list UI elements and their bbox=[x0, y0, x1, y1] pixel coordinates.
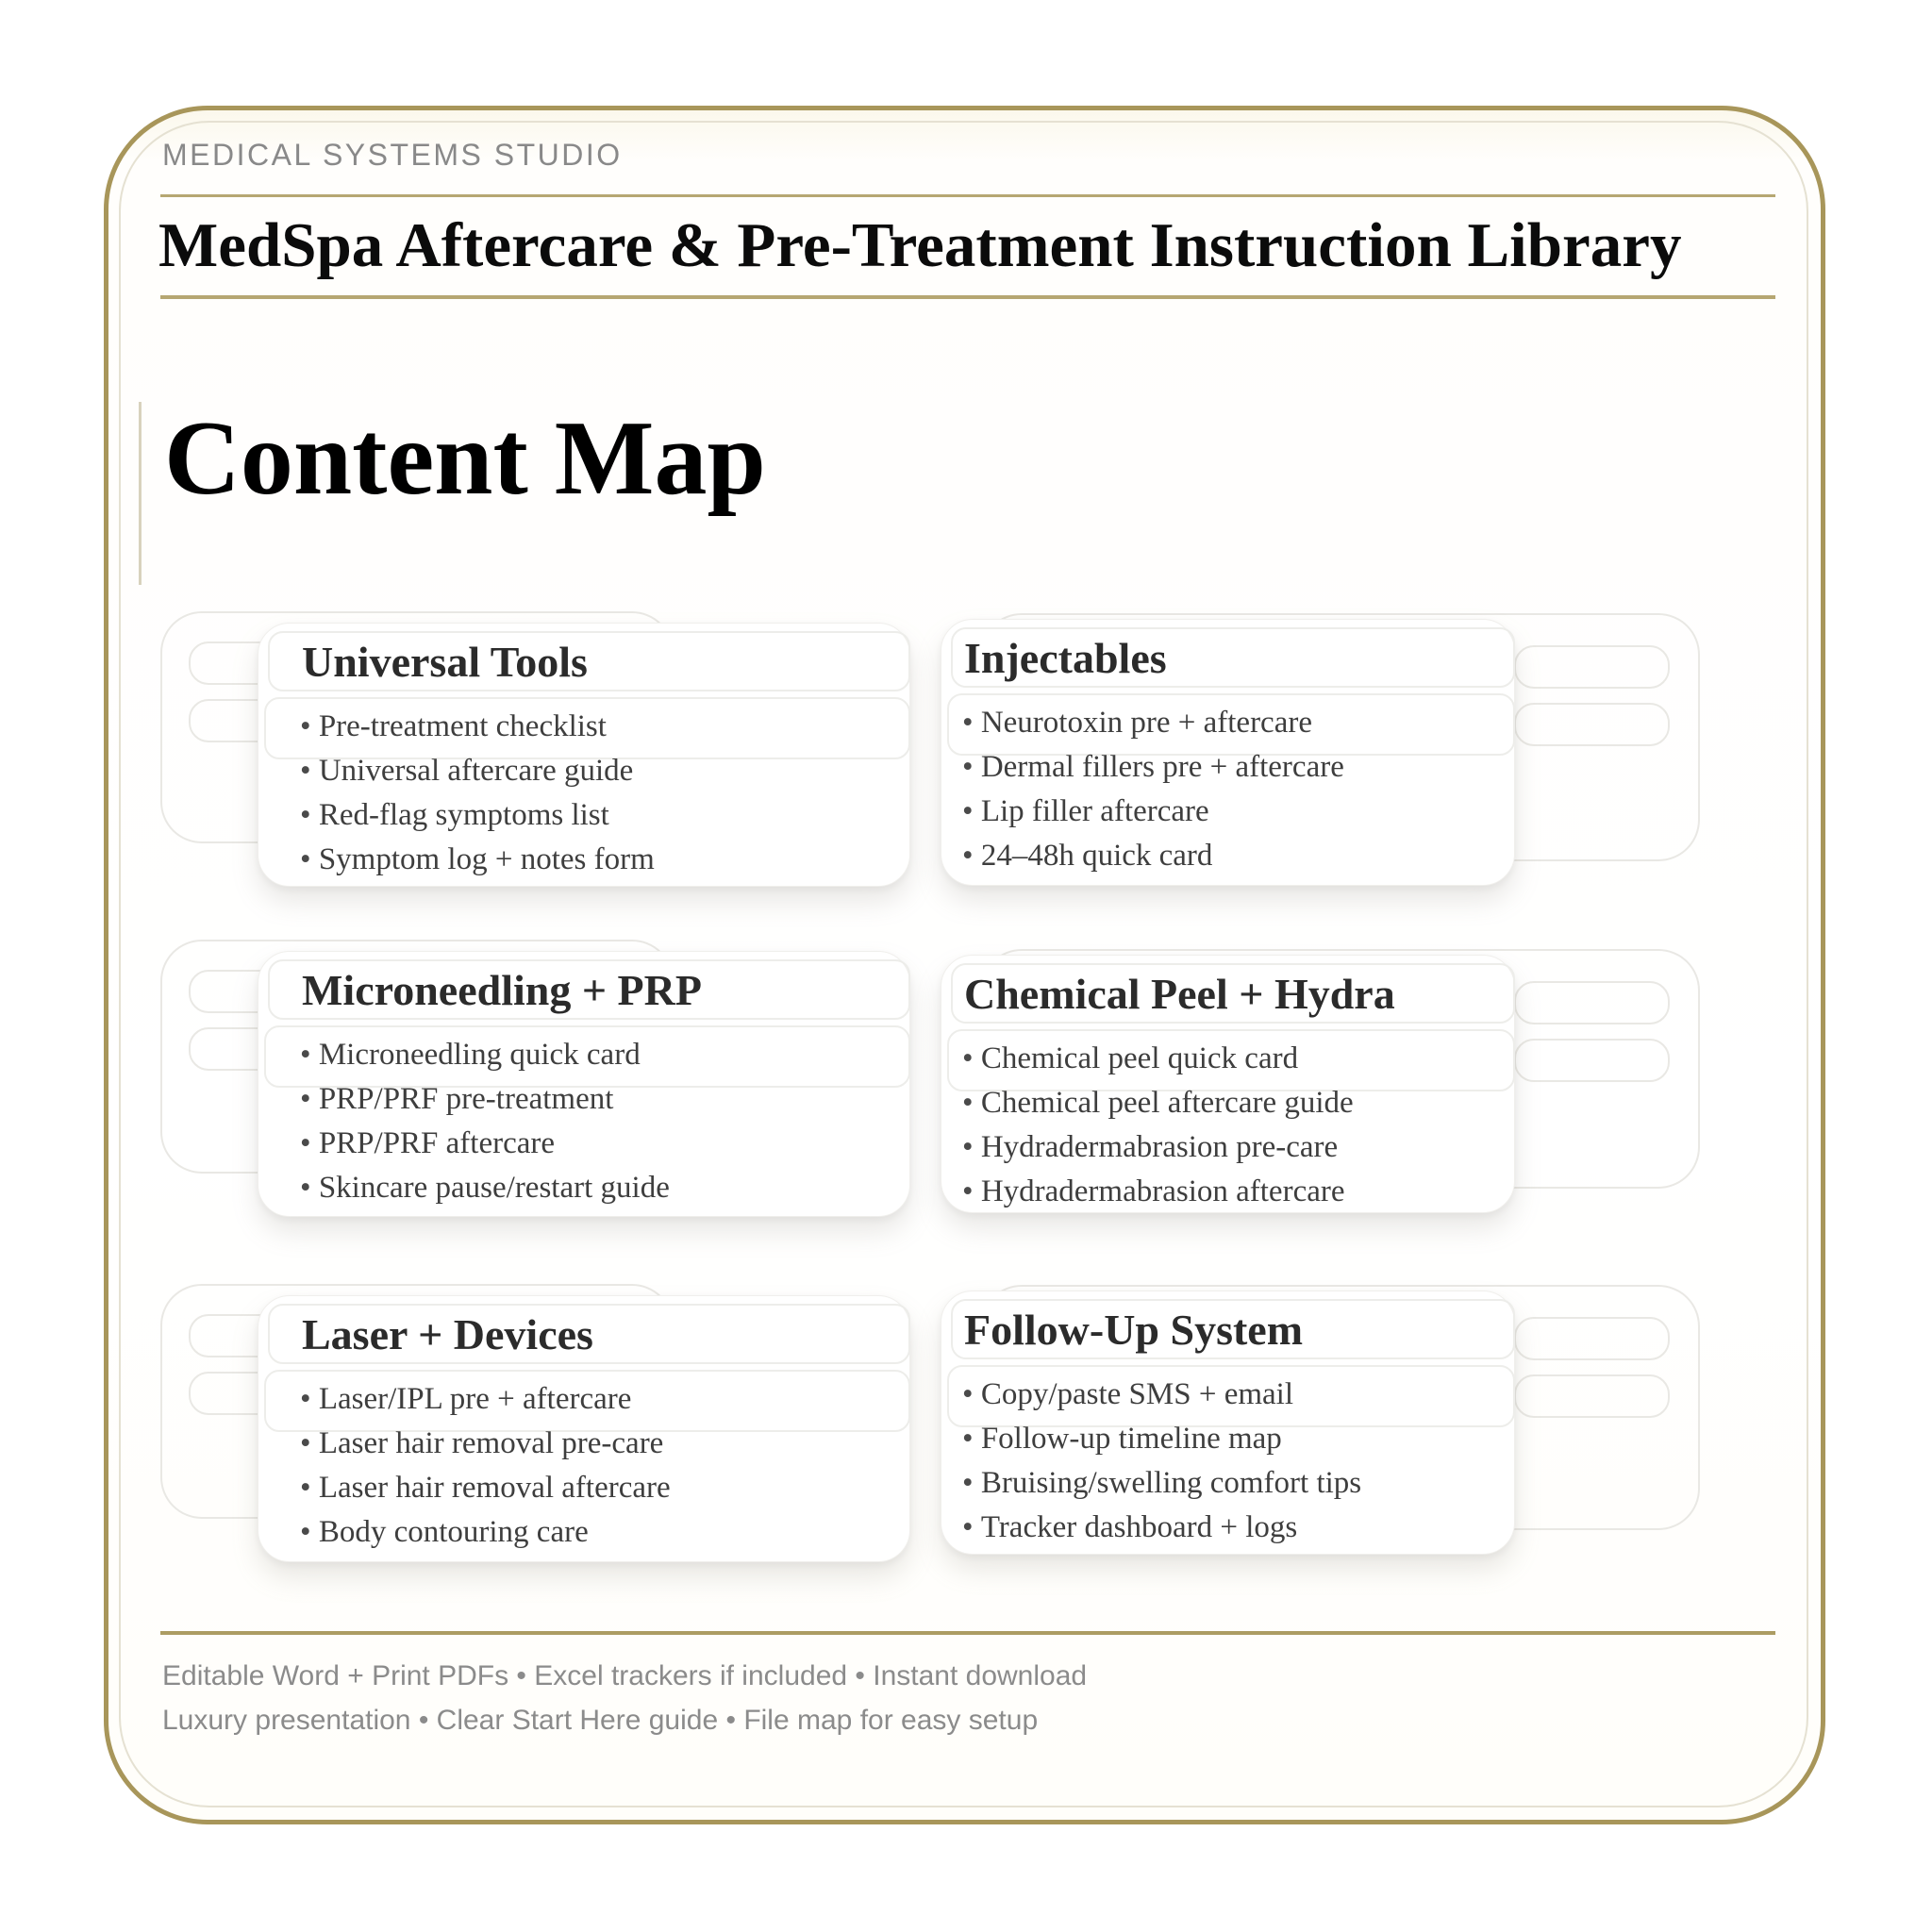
bullet-item: • Hydradermabrasion aftercare bbox=[962, 1170, 1507, 1214]
bullet-list bbox=[300, 705, 902, 882]
card-title: Chemical Peel + Hydra bbox=[964, 970, 1395, 1018]
card-group-universal-tools bbox=[258, 623, 910, 887]
card-title: Universal Tools bbox=[302, 638, 588, 686]
footer-rule bbox=[160, 1631, 1775, 1635]
page-title: MedSpa Aftercare & Pre-Treatment Instruction Library bbox=[158, 210, 1682, 280]
bullet-list bbox=[300, 1377, 902, 1555]
footer-line-2: Luxury presentation • Clear Start Here guide • File map for easy setup bbox=[162, 1705, 1039, 1736]
footer-line-1: Editable Word + Print PDFs • Excel trackers if included • Instant download bbox=[162, 1660, 1088, 1691]
bullet-item: • 24–48h quick card bbox=[962, 834, 1507, 878]
bullet-item: • PRP/PRF aftercare bbox=[300, 1122, 902, 1166]
card bbox=[941, 955, 1515, 1213]
heading-accent-bar bbox=[139, 402, 142, 585]
ghost-pill bbox=[1514, 1374, 1670, 1418]
ghost-pill bbox=[1514, 703, 1670, 746]
card bbox=[941, 1291, 1515, 1555]
bullet-item: • Skincare pause/restart guide bbox=[300, 1166, 902, 1210]
card-group-microneedling-prp bbox=[258, 951, 910, 1217]
bullet-item: • Body contouring care bbox=[300, 1510, 902, 1555]
bullet-item: • PRP/PRF pre-treatment bbox=[300, 1077, 902, 1122]
brand-text: MEDICAL SYSTEMS STUDIO bbox=[162, 138, 623, 172]
bullet-list bbox=[962, 1373, 1507, 1550]
card-title: Injectables bbox=[964, 634, 1167, 682]
card-title: Microneedling + PRP bbox=[302, 966, 702, 1014]
ghost-pill bbox=[1514, 645, 1670, 689]
bullet-item: • Lip filler aftercare bbox=[962, 790, 1507, 834]
bullet-list bbox=[962, 1037, 1507, 1214]
bullet-item: • Tracker dashboard + logs bbox=[962, 1506, 1507, 1550]
card-title: Follow-Up System bbox=[964, 1306, 1304, 1354]
header-rule-top bbox=[160, 194, 1775, 197]
ghost-pill bbox=[1514, 981, 1670, 1024]
card-group-follow-up-system bbox=[941, 1291, 1515, 1555]
card-group-injectables bbox=[941, 619, 1515, 886]
bullet-item: • Hydradermabrasion pre-care bbox=[962, 1125, 1507, 1170]
bullet-item: • Symptom log + notes form bbox=[300, 838, 902, 882]
bullet-item: • Chemical peel aftercare guide bbox=[962, 1081, 1507, 1125]
card-title: Laser + Devices bbox=[302, 1310, 593, 1358]
bullet-item: • Neurotoxin pre + aftercare bbox=[962, 701, 1507, 745]
bullet-list bbox=[300, 1033, 902, 1210]
card bbox=[258, 623, 910, 887]
card bbox=[258, 951, 910, 1217]
bullet-item: • Red-flag symptoms list bbox=[300, 793, 902, 838]
bullet-item: • Bruising/swelling comfort tips bbox=[962, 1461, 1507, 1506]
bullet-item: • Pre-treatment checklist bbox=[300, 705, 902, 749]
bullet-item: • Dermal fillers pre + aftercare bbox=[962, 745, 1507, 790]
card bbox=[941, 619, 1515, 886]
bullet-item: • Chemical peel quick card bbox=[962, 1037, 1507, 1081]
bullet-item: • Laser hair removal aftercare bbox=[300, 1466, 902, 1510]
bullet-item: • Universal aftercare guide bbox=[300, 749, 902, 793]
ghost-pill bbox=[1514, 1039, 1670, 1082]
card-group-laser-devices bbox=[258, 1295, 910, 1562]
ghost-pill bbox=[1514, 1317, 1670, 1360]
bullet-item: • Laser hair removal pre-care bbox=[300, 1422, 902, 1466]
card-group-chemical-peel-hydra bbox=[941, 955, 1515, 1213]
bullet-item: • Copy/paste SMS + email bbox=[962, 1373, 1507, 1417]
header-rule-bottom bbox=[160, 295, 1775, 299]
bullet-item: • Microneedling quick card bbox=[300, 1033, 902, 1077]
card bbox=[258, 1295, 910, 1562]
bullet-list bbox=[962, 701, 1507, 878]
bullet-item: • Follow-up timeline map bbox=[962, 1417, 1507, 1461]
content-map-heading: Content Map bbox=[164, 400, 766, 517]
bullet-item: • Laser/IPL pre + aftercare bbox=[300, 1377, 902, 1422]
